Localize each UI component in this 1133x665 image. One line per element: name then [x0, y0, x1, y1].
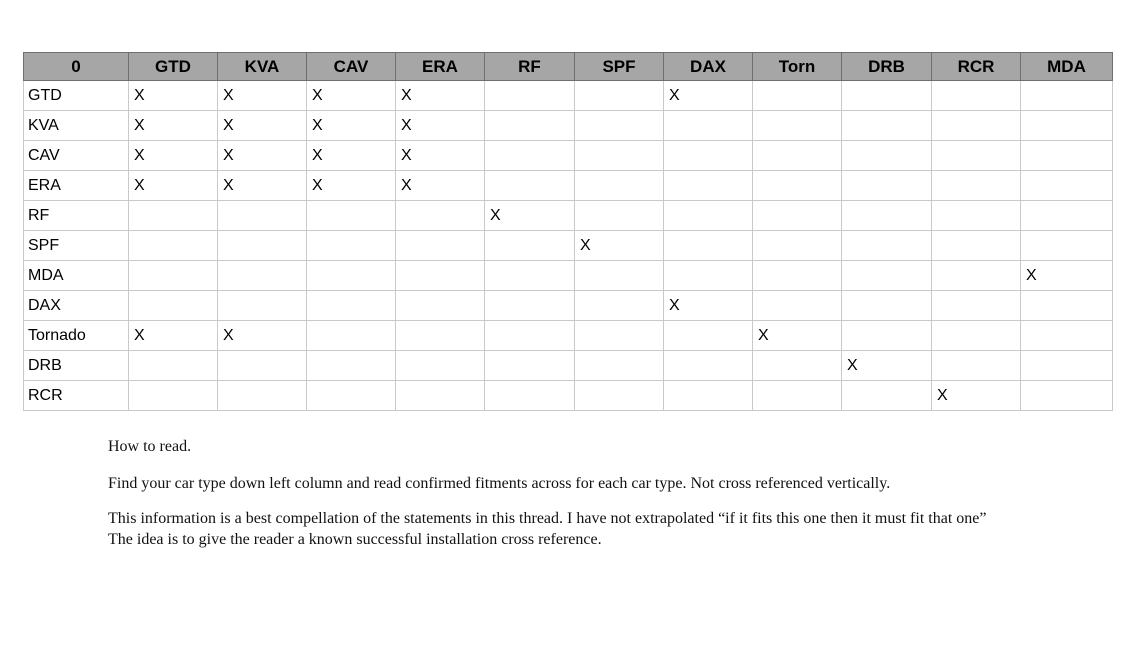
fitment-cell: X: [307, 111, 396, 141]
fitment-cell: X: [218, 81, 307, 111]
column-header-rf: RF: [485, 53, 575, 81]
fitment-cell: [842, 321, 932, 351]
fitment-cell: [842, 171, 932, 201]
fitment-cell: [753, 201, 842, 231]
fitment-cell: [753, 231, 842, 261]
fitment-cell: X: [307, 171, 396, 201]
fitment-cell: X: [664, 81, 753, 111]
fitment-cell: [575, 351, 664, 381]
fitment-cell: [753, 261, 842, 291]
fitment-cell: [307, 231, 396, 261]
fitment-cell: [932, 201, 1021, 231]
fitment-cell: [307, 291, 396, 321]
fitment-cell: X: [218, 141, 307, 171]
table-row: [24, 381, 1113, 411]
fitment-cell: [753, 141, 842, 171]
column-header-gtd: GTD: [129, 53, 218, 81]
fitment-cell: [485, 141, 575, 171]
fitment-cell: X: [218, 171, 307, 201]
table-row: [24, 261, 1113, 291]
column-header-rcr: RCR: [932, 53, 1021, 81]
fitment-cell: X: [664, 291, 753, 321]
fitment-cell: [1021, 291, 1113, 321]
notes-heading: How to read.: [108, 438, 192, 455]
fitment-cell: [485, 171, 575, 201]
fitment-cell: [485, 291, 575, 321]
fitment-cell: [129, 291, 218, 321]
fitment-cell: [307, 351, 396, 381]
fitment-cell: [664, 261, 753, 291]
column-header-era: ERA: [396, 53, 485, 81]
fitment-cell: [485, 351, 575, 381]
fitment-cell: [842, 231, 932, 261]
fitment-cell: X: [485, 201, 575, 231]
fitment-cell: [842, 201, 932, 231]
fitment-cell: [664, 381, 753, 411]
fitment-cell: X: [129, 321, 218, 351]
fitment-cell: [842, 81, 932, 111]
fitment-cell: X: [842, 351, 932, 381]
fitment-cell: [129, 201, 218, 231]
fitment-cell: [485, 81, 575, 111]
fitment-cell: [664, 111, 753, 141]
fitment-cell: [664, 201, 753, 231]
fitment-cell: X: [396, 171, 485, 201]
reading-notes: [108, 436, 1008, 564]
fitment-cell: [753, 81, 842, 111]
header-row: [24, 53, 1113, 81]
fitment-cell: [575, 381, 664, 411]
fitment-cell: [218, 351, 307, 381]
fitment-cell: [396, 261, 485, 291]
notes-paragraph-1: Find your car type down left column and read confirmed fitments across for each car type. Not cross referenced vertically.: [108, 475, 891, 492]
fitment-cell: [575, 171, 664, 201]
row-label: KVA: [24, 111, 129, 141]
fitment-cell: X: [307, 141, 396, 171]
fitment-cell: [396, 291, 485, 321]
fitment-cell: [129, 231, 218, 261]
fitment-cell: [396, 321, 485, 351]
fitment-cell: X: [129, 111, 218, 141]
fitment-cell: [396, 231, 485, 261]
table-row: [24, 291, 1113, 321]
fitment-cell: X: [307, 81, 396, 111]
row-label: Tornado: [24, 321, 129, 351]
fitment-cell: [129, 351, 218, 381]
fitment-cell: [753, 291, 842, 321]
fitment-cell: [485, 111, 575, 141]
fitment-cell: [842, 111, 932, 141]
fitment-cell: [575, 261, 664, 291]
row-label: MDA: [24, 261, 129, 291]
row-label: DAX: [24, 291, 129, 321]
table-row: [24, 201, 1113, 231]
row-label: CAV: [24, 141, 129, 171]
table-row: [24, 111, 1113, 141]
fitment-cell: [1021, 141, 1113, 171]
fitment-cell: [485, 231, 575, 261]
table-row: [24, 81, 1113, 111]
fitment-cell: [753, 381, 842, 411]
fitment-cell: X: [129, 141, 218, 171]
fitment-cell: [1021, 201, 1113, 231]
column-header-kva: KVA: [218, 53, 307, 81]
fitment-cell: [485, 381, 575, 411]
fitment-cell: [932, 111, 1021, 141]
row-label: SPF: [24, 231, 129, 261]
column-header-drb: DRB: [842, 53, 932, 81]
fitment-cell: [664, 231, 753, 261]
column-header-cav: CAV: [307, 53, 396, 81]
fitment-cell: [664, 171, 753, 201]
fitment-cell: X: [1021, 261, 1113, 291]
table-row: [24, 231, 1113, 261]
fitment-cell: [842, 291, 932, 321]
fitment-cell: X: [396, 111, 485, 141]
fitment-cell: [396, 381, 485, 411]
fitment-cell: [932, 321, 1021, 351]
fitment-cell: [575, 81, 664, 111]
fitment-cell: [575, 141, 664, 171]
fitment-cell: [753, 171, 842, 201]
fitment-cell: [842, 381, 932, 411]
fitment-cell: [1021, 81, 1113, 111]
row-label: GTD: [24, 81, 129, 111]
column-header-mda: MDA: [1021, 53, 1113, 81]
fitment-cell: X: [932, 381, 1021, 411]
fitment-cell: [664, 141, 753, 171]
column-header-torn: Torn: [753, 53, 842, 81]
fitment-cell: [129, 261, 218, 291]
fitment-cell: [753, 351, 842, 381]
column-header-spf: SPF: [575, 53, 664, 81]
row-label: RF: [24, 201, 129, 231]
column-header-dax: DAX: [664, 53, 753, 81]
fitment-cell: X: [129, 171, 218, 201]
fitment-cell: [1021, 381, 1113, 411]
row-label: DRB: [24, 351, 129, 381]
fitment-cell: [485, 321, 575, 351]
fitment-cell: [485, 261, 575, 291]
fitment-cell: [932, 261, 1021, 291]
fitment-cell: X: [218, 111, 307, 141]
fitment-cell: X: [753, 321, 842, 351]
fitment-cell: [1021, 111, 1113, 141]
fitment-cell: [932, 291, 1021, 321]
fitment-cell: [396, 201, 485, 231]
fitment-cell: [932, 231, 1021, 261]
fitment-cell: [575, 321, 664, 351]
fitment-cell: [218, 231, 307, 261]
fitment-cell: [129, 381, 218, 411]
table-row: [24, 141, 1113, 171]
fitment-cell: X: [396, 81, 485, 111]
fitment-cell: X: [129, 81, 218, 111]
table-body: [24, 81, 1113, 411]
fitment-cell: [575, 111, 664, 141]
fitment-cell: [932, 171, 1021, 201]
table-row: [24, 351, 1113, 381]
fitment-cell: X: [396, 141, 485, 171]
table-header: [24, 53, 1113, 81]
fitment-cell: [842, 261, 932, 291]
fitment-cell: X: [218, 321, 307, 351]
fitment-cell: [753, 111, 842, 141]
row-label: ERA: [24, 171, 129, 201]
fitment-cell: [1021, 231, 1113, 261]
fitment-cell: X: [575, 231, 664, 261]
fitment-cell: [307, 261, 396, 291]
fitment-cell: [218, 291, 307, 321]
fitment-cell: [932, 351, 1021, 381]
fitment-cell: [932, 141, 1021, 171]
fitment-cell: [307, 381, 396, 411]
fitment-cell: [932, 81, 1021, 111]
fitment-cell: [218, 201, 307, 231]
fitment-cell: [1021, 171, 1113, 201]
fitment-cell: [1021, 351, 1113, 381]
fitment-cell: [396, 351, 485, 381]
fitment-cell: [307, 321, 396, 351]
fitment-cell: [575, 291, 664, 321]
fitment-cell: [218, 261, 307, 291]
fitment-cell: [664, 351, 753, 381]
fitment-table: [23, 52, 1113, 411]
fitment-cell: [307, 201, 396, 231]
corner-header: 0: [24, 53, 129, 81]
fitment-cell: [218, 381, 307, 411]
fitment-cell: [575, 201, 664, 231]
row-label: RCR: [24, 381, 129, 411]
fitment-cell: [842, 141, 932, 171]
fitment-cell: [664, 321, 753, 351]
notes-paragraph-2: This information is a best compellation of the statements in this thread. I have not extrapolated “if it fits this one then it must fit that one” The idea is to give the reader a known successful installation cross reference.: [108, 510, 987, 548]
table-row: [24, 171, 1113, 201]
table-row: [24, 321, 1113, 351]
fitment-cell: [1021, 321, 1113, 351]
